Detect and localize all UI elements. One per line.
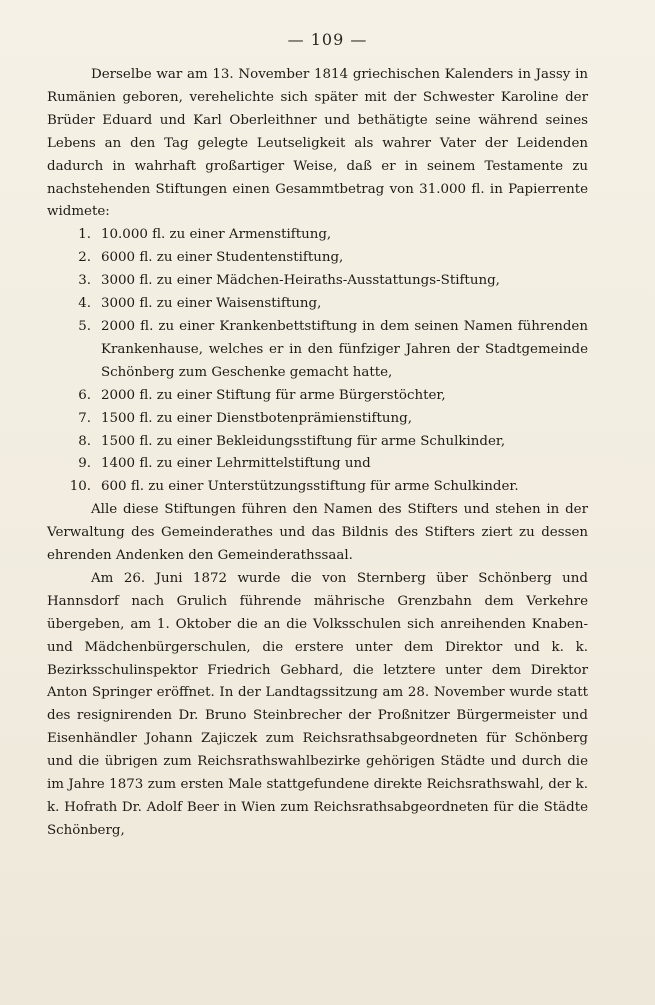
list-item-text: 1500 fl. zu einer Dienstbotenprämienstiftung, bbox=[101, 410, 412, 426]
list-item-text: 3000 fl. zu einer Waisenstiftung, bbox=[101, 296, 322, 312]
list-item-text: 2000 fl. zu einer Stiftung für arme Bürgerstöchter, bbox=[101, 387, 446, 403]
list-item-number: 2. bbox=[78, 250, 91, 266]
list-item bbox=[47, 476, 588, 499]
list-item bbox=[47, 385, 588, 408]
page-number: — 109 — bbox=[287, 30, 368, 49]
list-item bbox=[47, 270, 588, 293]
list-item bbox=[47, 224, 588, 247]
list-item-number: 3. bbox=[78, 273, 91, 289]
list-item bbox=[47, 453, 588, 476]
paragraph-names: Alle diese Stiftungen führen den Namen des Stifters und stehen in der Verwaltung des Gemeinderathes und das Bildnis des Stifters ziert zu dessen ehrenden Andenken den Gemeinderathssaal. bbox=[47, 502, 588, 564]
list-item bbox=[47, 293, 588, 316]
list-item bbox=[47, 408, 588, 431]
list-item-number: 7. bbox=[78, 410, 91, 426]
list-item-number: 5. bbox=[78, 318, 91, 334]
list-item-number: 9. bbox=[78, 456, 91, 472]
list-item-number: 4. bbox=[78, 296, 91, 312]
paragraph-intro: Derselbe war am 13. November 1814 griechischen Kalenders in Jassy in Rumänien geboren, verehelichte sich später mit der Schwester Karoline der Brüder Eduard und Karl Oberleithner und bethätigte seine während seines Lebens an den Tag gelegte Leutseligkeit als wahrer Vater der Leidenden dadurch in wahrhaft großartiger Weise, daß er in seinem Testamente zu nachstehenden Stiftungen einen Gesammtbetrag von 31.000 fl. in Papierrente widmete: bbox=[47, 67, 588, 220]
list-item-number: 8. bbox=[78, 433, 91, 449]
list-item-number: 10. bbox=[69, 479, 91, 495]
list-item bbox=[47, 247, 588, 270]
list-item-text: 3000 fl. zu einer Mädchen-Heiraths-Ausstattungs-Stiftung, bbox=[101, 273, 500, 289]
list-item-text: 10.000 fl. zu einer Armenstiftung, bbox=[101, 227, 332, 243]
list-item-number: 1. bbox=[78, 227, 91, 243]
paragraph-1872: Am 26. Juni 1872 wurde die von Sternberg über Schönberg und Hannsdorf nach Grulich führende mährische Grenzbahn dem Verkehre übergeben, am 1. Oktober die an die Volksschulen sich anreihenden Knaben- und Mädchenbürgerschulen, die erstere unter dem Direktor und k. k. Bezirksschulinspektor Friedrich Gebhard, die letztere unter dem Direktor Anton Springer eröffnet. In der Landtagssitzung am 28. November wurde statt des resignirenden Dr. Bruno Steinbrecher der Proßnitzer Bürgermeister und Eisenhändler Johann Zajiczek zum Reichsrathsabgeordneten für Schönberg und die übrigen zum Reichsrathswahlbezirke gehörigen Städte und durch die im Jahre 1873 zum ersten Male stattgefundene direkte Reichsrathswahl, der k. k. Hofrath Dr. Adolf Beer in Wien zum Reichsrathsabgeordneten für die Städte Schönberg, bbox=[47, 570, 588, 838]
list-item-text: 6000 fl. zu einer Studentenstiftung, bbox=[101, 250, 344, 266]
list-item bbox=[47, 431, 588, 454]
list-item bbox=[47, 316, 588, 385]
list-item-number: 6. bbox=[78, 387, 91, 403]
list-item-text: 1500 fl. zu einer Bekleidungsstiftung für arme Schulkinder, bbox=[101, 433, 506, 449]
foundations-list bbox=[47, 224, 588, 499]
list-item-text: 600 fl. zu einer Unterstützungsstiftung für arme Schulkinder. bbox=[101, 479, 519, 495]
list-item-text: 1400 fl. zu einer Lehrmittelstiftung und bbox=[101, 456, 371, 472]
list-item-text: 2000 fl. zu einer Krankenbettstiftung in dem seinen Namen führenden Krankenhause, welches er in den fünfziger Jahren der Stadtgemeinde Schönberg zum Geschenke gemacht hatte, bbox=[101, 318, 588, 380]
page-body-text bbox=[47, 64, 588, 843]
